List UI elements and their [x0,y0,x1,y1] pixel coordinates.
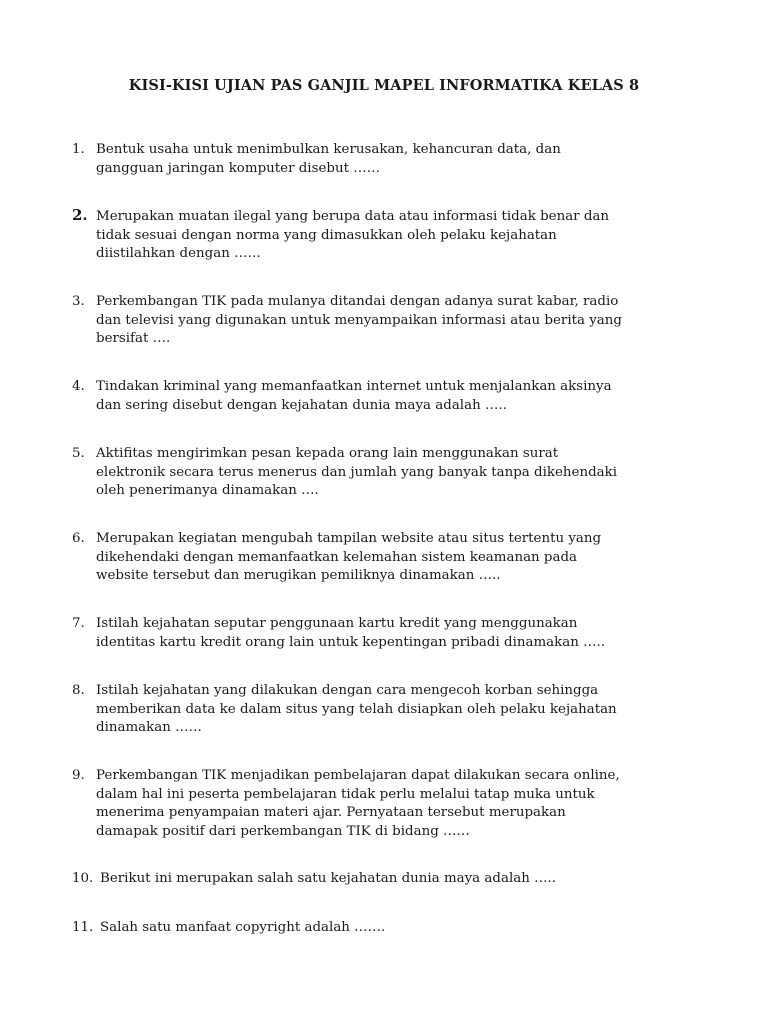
question-line: menerima penyampaian materi ajar. Pernyataan tersebut merupakan [96,805,566,820]
question-text [96,141,712,178]
question-number: 10. [72,871,94,886]
question-number: 8. [72,683,85,698]
question-line: Salah satu manfaat copyright adalah ……. [100,920,386,935]
question-line: bersifat …. [96,331,171,346]
question-8 [72,682,712,738]
document-title: KISI-KISI UJIAN PAS GANJIL MAPEL INFORMATIKA KELAS 8 [128,77,640,94]
question-number: 3. [72,294,85,309]
question-text [96,445,712,501]
question-line: Perkembangan TIK menjadikan pembelajaran dapat dilakukan secara online, [96,768,620,783]
question-3 [72,293,712,349]
question-text [100,919,712,938]
question-line: Aktifitas mengirimkan pesan kepada orang lain menggunakan surat [96,446,559,461]
question-line: damapak positif dari perkembangan TIK di bidang …… [96,823,470,839]
question-1 [72,141,712,178]
question-line: oleh penerimanya dinamakan …. [96,483,319,498]
question-11 [72,919,712,938]
question-line: website tersebut dan merugikan pemiliknya dinamakan ….. [96,568,501,583]
question-line: identitas kartu kredit orang lain untuk kepentingan pribadi dinamakan ….. [96,634,606,650]
question-10 [72,870,712,889]
question-text [96,767,712,841]
question-7 [72,615,712,652]
question-number: 4. [72,379,85,394]
question-number: 5. [72,446,85,461]
question-text [96,208,712,264]
question-line: Istilah kejahatan yang dilakukan dengan cara mengecoh korban sehingga [96,683,599,698]
question-text [96,530,712,586]
question-text [96,378,712,415]
question-line: Bentuk usaha untuk menimbulkan kerusakan, kehancuran data, dan [96,142,561,157]
question-line: Merupakan muatan ilegal yang berupa data atau informasi tidak benar dan [96,209,610,224]
question-line: dikehendaki dengan memanfaatkan kelemahan sistem keamanan pada [96,549,578,565]
question-line: Perkembangan TIK pada mulanya ditandai dengan adanya surat kabar, radio [96,294,619,309]
question-line: dan televisi yang digunakan untuk menyampaikan informasi atau berita yang [96,312,622,328]
question-number: 11. [72,920,94,935]
question-text [96,682,712,738]
question-line: Berikut ini merupakan salah satu kejahatan dunia maya adalah ….. [100,871,557,886]
question-line: dalam hal ini peserta pembelajaran tidak perlu melalui tatap muka untuk [96,786,595,802]
question-line: Tindakan kriminal yang memanfaatkan internet untuk menjalankan aksinya [96,379,612,394]
question-text [96,615,712,652]
question-line: gangguan jaringan komputer disebut …… [96,160,380,176]
question-number: 6. [72,531,85,546]
question-line: memberikan data ke dalam situs yang telah disiapkan oleh pelaku kejahatan [96,701,617,717]
question-line: dinamakan …… [96,720,202,735]
question-6 [72,530,712,586]
question-number: 2. [72,206,88,224]
question-2 [72,208,712,264]
question-5 [72,445,712,501]
question-number: 9. [72,768,85,783]
question-line: elektronik secara terus menerus dan jumlah yang banyak tanpa dikehendaki [96,464,618,480]
question-4 [72,378,712,415]
question-text [100,870,712,889]
question-9 [72,767,712,841]
question-number: 7. [72,616,85,631]
question-line: tidak sesuai dengan norma yang dimasukkan oleh pelaku kejahatan [96,227,557,243]
question-line: diistilahkan dengan …… [96,246,261,261]
question-line: Istilah kejahatan seputar penggunaan kartu kredit yang menggunakan [96,616,578,631]
question-number: 1. [72,142,85,157]
question-line: dan sering disebut dengan kejahatan dunia maya adalah ….. [96,397,507,413]
question-text [96,293,712,349]
question-line: Merupakan kegiatan mengubah tampilan website atau situs tertentu yang [96,531,602,546]
